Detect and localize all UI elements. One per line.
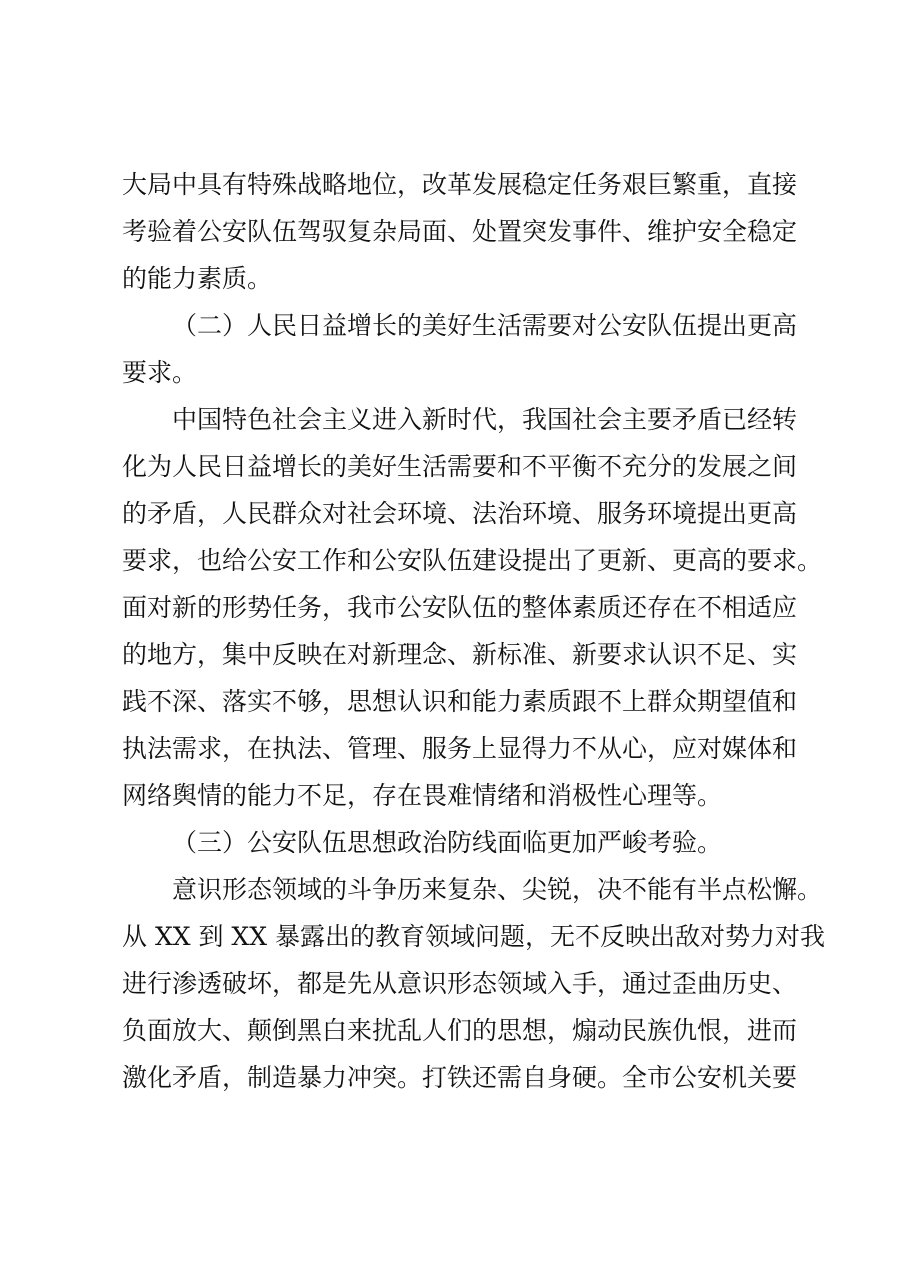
- section-heading-line: （三）公安队伍思想政治防线面临更加严峻考验。: [172, 828, 723, 857]
- body-text-line: 意识形态领域的斗争历来复杂、尖锐，决不能有半点松懈。: [172, 875, 823, 904]
- body-text-line: 进行渗透破坏，都是先从意识形态领域入手，通过歪曲历史、: [122, 969, 798, 998]
- body-text-line: 从 XX 到 XX 暴露出的教育领域问题，无不反映出敌对势力对我: [122, 922, 825, 951]
- body-text-line: 执法需求，在执法、管理、服务上显得力不从心，应对媒体和: [122, 734, 798, 763]
- section-heading-line: 要求。: [122, 358, 198, 387]
- body-text-line: 的能力素质。: [122, 264, 273, 293]
- body-text-line: 的地方，集中反映在对新理念、新标准、新要求认识不足、实: [122, 640, 798, 669]
- body-text-line: 大局中具有特殊战略地位，改革发展稳定任务艰巨繁重，直接: [122, 170, 798, 199]
- body-text-line: 中国特色社会主义进入新时代，我国社会主要矛盾已经转: [172, 405, 798, 434]
- body-text-line: 负面放大、颠倒黑白来扰乱人们的思想，煽动民族仇恨，进而: [122, 1016, 798, 1045]
- body-text-line: 网络舆情的能力不足，存在畏难情绪和消极性心理等。: [122, 781, 723, 810]
- body-text-line: 化为人民日益增长的美好生活需要和不平衡不充分的发展之间: [122, 452, 798, 481]
- body-text-line: 要求，也给公安工作和公安队伍建设提出了更新、更高的要求。: [122, 546, 823, 575]
- section-heading-line: （二）人民日益增长的美好生活需要对公安队伍提出更高: [172, 311, 798, 340]
- body-text-line: 考验着公安队伍驾驭复杂局面、处置突发事件、维护安全稳定: [122, 217, 798, 246]
- body-text-line: 的矛盾，人民群众对社会环境、法治环境、服务环境提出更高: [122, 499, 798, 528]
- body-text-line: 激化矛盾，制造暴力冲突。打铁还需自身硬。全市公安机关要: [122, 1063, 798, 1092]
- body-text-line: 践不深、落实不够，思想认识和能力素质跟不上群众期望值和: [122, 687, 798, 716]
- body-text-line: 面对新的形势任务，我市公安队伍的整体素质还存在不相适应: [122, 593, 798, 622]
